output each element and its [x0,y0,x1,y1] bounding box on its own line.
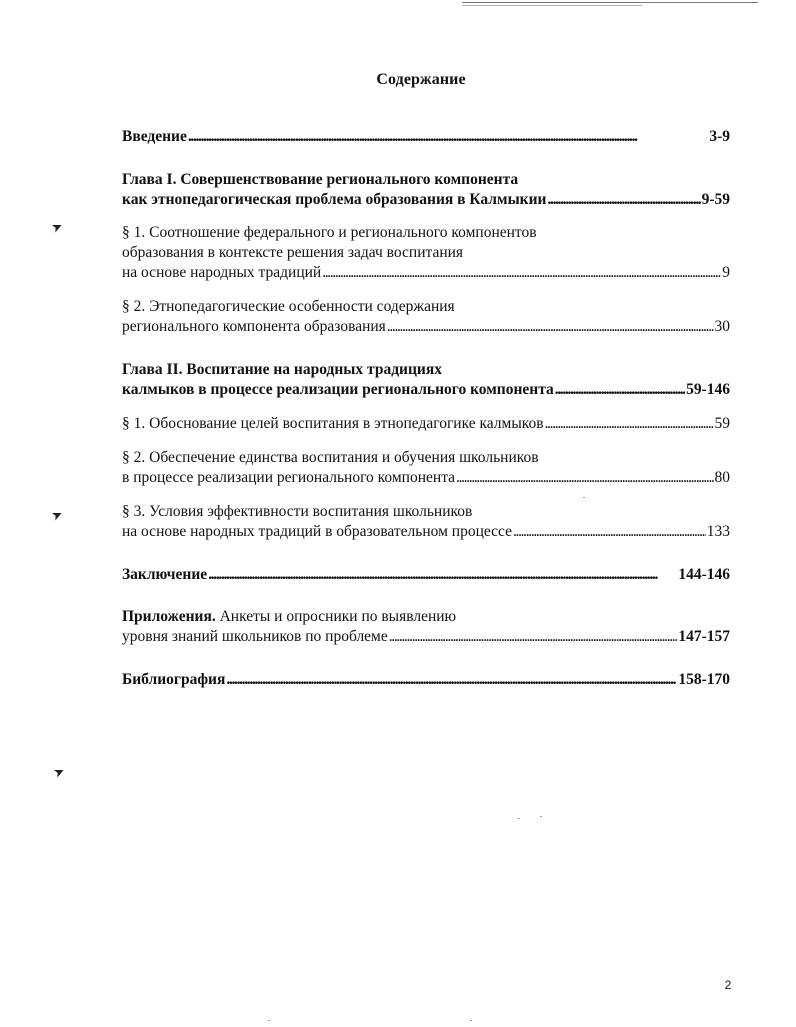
toc-page-number: 3-9 [709,128,730,145]
toc-section-2-3-line-1: § 3. Условия эффективности воспитания школьников [122,503,473,520]
toc-page-number: 147-157 [678,628,730,645]
toc-entry-bibliography [122,670,730,690]
toc-entry-title: Заключение [122,566,208,583]
toc-entry-title: уровня знаний школьников по проблеме [122,628,388,645]
leader-dots [322,263,721,283]
toc-entry-title: как этнопедагогическая проблема образования в Калмыкии [122,191,547,208]
leader-dots [226,670,677,690]
toc-section-1-1-line-2: образования в контексте решения задач воспитания [122,244,464,261]
toc-entry-conclusion [122,565,730,585]
leader-dots [208,565,677,585]
scan-edge-line-faint [462,5,642,6]
leader-dots [456,468,713,488]
toc-entry-appendix [122,627,730,647]
toc-page-number: 9 [722,264,730,281]
toc-chapter-2-line-1: Глава II. Воспитание на народных традициях [122,361,442,378]
toc-page-number: 144-146 [678,566,730,583]
scan-speck [540,816,542,817]
leader-dots [547,190,700,210]
leader-dots [188,127,708,147]
toc-entry-title: в процессе реализации регионального компонента [122,469,456,486]
toc-page-number: 133 [706,523,730,540]
toc-section-2-2-line-1: § 2. Обеспечение единства воспитания и обучения школьников [122,449,539,466]
scan-speck [518,818,520,819]
toc-entry-title: регионального компонента образования [122,318,386,335]
toc-entry-section-1-2 [122,317,730,337]
toc-entry-section-2-1 [122,414,730,434]
leader-dots [387,317,714,337]
leader-dots [389,627,678,647]
toc-page-number: 158-170 [678,671,730,688]
binding-hole-mark-icon: ➤ [49,218,66,237]
toc-page-number: 59-146 [686,381,730,398]
toc-section-1-2-line-1: § 2. Этнопедагогические особенности содержания [122,298,455,315]
toc-entry-title: Библиография [122,671,226,688]
binding-hole-mark-icon: ➤ [49,506,66,525]
toc-page-number: 59 [714,415,730,432]
scan-edge-line [462,2,758,3]
scan-speck [583,497,585,498]
toc-entry-title: на основе народных традиций [122,264,322,281]
leader-dots [545,414,714,434]
page-number: 2 [724,978,732,992]
toc-chapter-1-line-1: Глава I. Совершенствование регионального компонента [122,171,519,188]
leader-dots [555,380,685,400]
appendix-label: Приложения. [122,608,216,625]
toc-entry-title: Введение [122,128,187,145]
scan-speck [470,1020,472,1021]
toc-page-number: 9-59 [701,191,730,208]
toc-entry-section-1-1 [122,263,730,283]
toc-appendix-line-1 [122,607,730,627]
appendix-description: Анкеты и опросники по выявлению [215,608,457,625]
toc-entry-title: на основе народных традиций в образовательном процессе [122,523,512,540]
toc-section-1-1-line-1: § 1. Соотношение федерального и регионального компонентов [122,224,537,241]
toc-entry-chapter-1 [122,190,730,210]
binding-hole-mark-icon: ➤ [51,763,68,782]
toc-page-number: 80 [714,469,730,486]
toc-entry-title: калмыков в процессе реализации регионального компонента [122,381,554,398]
page-title: Содержание [376,71,466,88]
toc-entry-title: § 1. Обоснование целей воспитания в этнопедагогике калмыков [122,415,544,432]
toc-page-number: 30 [714,318,730,335]
toc-entry-section-2-3 [122,522,730,542]
toc-entry-section-2-2 [122,468,730,488]
toc-entry-chapter-2 [122,380,730,400]
scan-speck [268,1020,270,1021]
leader-dots [513,522,706,542]
toc-entry-intro [122,127,730,147]
